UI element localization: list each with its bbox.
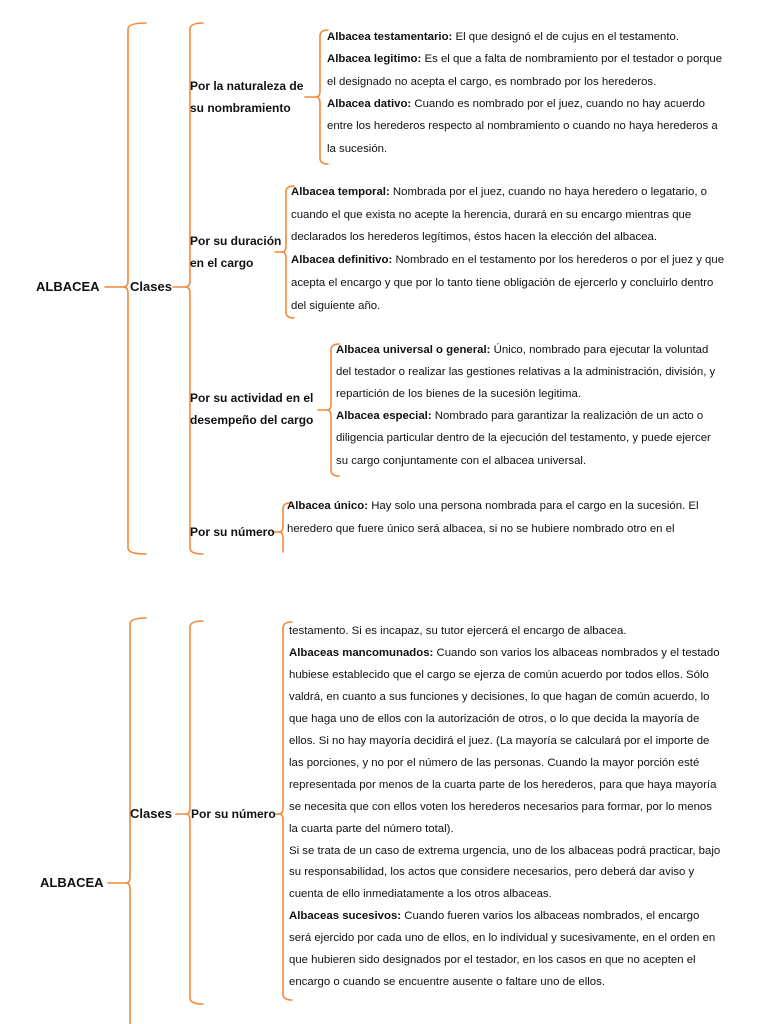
bracket-group-2 bbox=[282, 186, 294, 318]
group-label-numero bbox=[190, 521, 275, 543]
group-label-line: Por su actividad en el bbox=[190, 391, 314, 405]
definition-text: Nombrado en el testamento por los herederos o por el juez y que bbox=[395, 254, 725, 267]
definition-text: acepta el encargo y que por lo tanto tiene obligación de ejercerlo y concluirlo dentro bbox=[291, 276, 714, 289]
text-line bbox=[289, 954, 696, 966]
term-heading: Albacea temporal: bbox=[291, 186, 393, 198]
group-label-line: su nombramiento bbox=[190, 101, 291, 115]
text-line bbox=[289, 910, 699, 922]
text-line bbox=[336, 344, 708, 356]
text-line bbox=[291, 231, 657, 243]
text-line bbox=[289, 757, 699, 769]
text-line bbox=[291, 254, 724, 266]
definition-text: del siguiente año. bbox=[291, 299, 381, 312]
definition-text: diligencia particular dentro de la ejecución del testamento, y puede ejercer bbox=[336, 432, 711, 445]
text-line bbox=[287, 523, 675, 535]
definition-text: hubiese establecido que el cargo se ejerza de común acuerdo por todos ellos. Sólo bbox=[289, 668, 709, 681]
text-line bbox=[287, 500, 699, 512]
definition-text: Cuando es nombrado por el juez, cuando no hay acuerdo bbox=[414, 97, 706, 110]
definition-text: del testador o realizar las gestiones relativas a la administración, división, y bbox=[336, 366, 716, 379]
definition-text: declarados los herederos legítimos, éstos hacen la elección del albacea. bbox=[291, 231, 657, 244]
text-line bbox=[289, 932, 715, 944]
definition-text: encargo o cuando se encuentre ausente o faltare uno de ellos. bbox=[289, 976, 606, 989]
text-line bbox=[291, 300, 380, 312]
definition-text: la cuarta parte del número total). bbox=[289, 822, 454, 835]
definition-text: que haga uno de ellos con la autorización de otros, o lo que decida la mayoría de bbox=[289, 712, 700, 725]
term-heading: Albacea único: bbox=[287, 500, 372, 512]
text-line bbox=[289, 647, 720, 659]
text-line bbox=[291, 277, 713, 289]
definition-text: su responsabilidad, los actos que considere necesarios, pero deberá dar aviso y bbox=[289, 866, 695, 879]
text-line bbox=[327, 98, 705, 110]
definition-text: las porciones, y no por el número de las personas. Cuando la mayor porción esté bbox=[289, 756, 700, 769]
group-label-line: Por su duración bbox=[190, 234, 282, 248]
text-line bbox=[327, 53, 722, 65]
text-line bbox=[291, 209, 691, 221]
definition-text: representada por menos de la cuarta parte de los herederos, para que haya mayoría bbox=[289, 778, 717, 791]
text-line bbox=[336, 366, 715, 378]
text-line bbox=[336, 455, 586, 467]
definition-text: su cargo conjuntamente con el albacea universal. bbox=[336, 454, 587, 467]
clases-label-2: Clases bbox=[130, 806, 172, 821]
definition-text: cuando el que exista no acepte la herencia, durará en su encargo mientras que bbox=[291, 208, 692, 221]
text-line bbox=[336, 432, 711, 444]
group-label-duracion bbox=[190, 230, 281, 274]
group-label-line: desempeño del cargo bbox=[190, 413, 314, 427]
group-label-line: en el cargo bbox=[190, 256, 254, 270]
definition-text: Cuando fueren varios los albaceas nombrados, el encargo bbox=[404, 910, 700, 923]
definition-text: Único, nombrado para ejecutar la voluntad bbox=[493, 344, 709, 356]
text-line bbox=[289, 625, 627, 637]
definition-text: Nombrada por el juez, cuando no haya heredero o legatario, o bbox=[392, 186, 708, 198]
text-line bbox=[289, 845, 720, 857]
clases-label: Clases bbox=[130, 279, 172, 294]
definition-text: entre los herederos respecto al nombramiento o cuando no haya herederos a bbox=[327, 120, 718, 133]
group-label-numero-2: Por su número bbox=[191, 807, 276, 821]
definition-text: Cuando son varios los albaceas nombrados y el testado bbox=[436, 646, 720, 659]
definition-text: Hay solo una persona nombrada para el cargo en la sucesión. El bbox=[371, 500, 699, 512]
definition-text: Si se trata de un caso de extrema urgencia, uno de los albaceas podrá practicar, bajo bbox=[289, 844, 721, 857]
text-line bbox=[327, 120, 718, 132]
term-heading: Albacea universal o general: bbox=[336, 344, 494, 356]
group-label-actividad bbox=[190, 387, 313, 431]
definition-text: será ejercido por cada uno de ellos, en lo individual y sucesivamente, en el orden en bbox=[289, 932, 716, 945]
definition-text: heredero que fuere único será albacea, si no se hubiere nombrado otro en el bbox=[287, 522, 675, 535]
text-line bbox=[327, 76, 656, 88]
definition-text: el designado no acepta el cargo, es nombrado por los herederos. bbox=[327, 75, 657, 88]
text-line bbox=[289, 888, 552, 900]
definition-text: valdrá, en cuanto a sus funciones y decisiones, lo que hagan de común acuerdo, lo bbox=[289, 690, 710, 703]
term-heading: Albaceas mancomunados: bbox=[289, 646, 437, 659]
definition-text: la sucesión. bbox=[327, 142, 388, 155]
text-line bbox=[289, 801, 712, 813]
group-label-naturaleza bbox=[190, 75, 303, 119]
text-line bbox=[289, 823, 454, 835]
definition-text: se necesita que con ellos voten los herederos necesarios para formar, por lo menos bbox=[289, 800, 712, 813]
definition-text: que hubieren sido designados por el testador, en los casos en que no acepten el bbox=[289, 954, 696, 967]
definition-text: testamento. Si es incapaz, su tutor ejercerá el encargo de albacea. bbox=[289, 625, 627, 637]
text-line bbox=[289, 669, 709, 681]
group-label-line: Por su número bbox=[190, 525, 275, 539]
definition-text: ellos. Si no hay mayoría decidirá el juez. (La mayoría se calculará por el importe de bbox=[289, 734, 710, 747]
text-line bbox=[289, 691, 709, 703]
text-line bbox=[291, 186, 707, 198]
definition-text: Nombrado para garantizar la realización de un acto o bbox=[434, 410, 704, 423]
text-line bbox=[336, 388, 581, 400]
root-label-2: ALBACEA bbox=[40, 875, 104, 890]
text-line bbox=[289, 779, 716, 791]
definition-text: cuenta de ello inmediatamente a los otros albaceas. bbox=[289, 888, 552, 901]
text-line bbox=[289, 713, 699, 725]
text-line bbox=[327, 31, 679, 43]
definition-text: Es el que a falta de nombramiento por el testador o porque bbox=[424, 53, 723, 66]
definition-text: El que designó el de cujus en el testamento. bbox=[455, 31, 680, 43]
text-line bbox=[289, 976, 605, 988]
term-heading: Albacea dativo: bbox=[327, 97, 415, 110]
text-line bbox=[289, 866, 694, 878]
term-heading: Albacea testamentario: bbox=[327, 31, 456, 43]
term-heading: Albacea definitivo: bbox=[291, 254, 396, 267]
text-line bbox=[336, 410, 703, 422]
term-heading: Albaceas sucesivos: bbox=[289, 910, 405, 923]
text-line bbox=[289, 735, 709, 747]
bracket-clases-2 bbox=[126, 618, 146, 1024]
term-heading: Albacea legitimo: bbox=[327, 53, 425, 66]
group-label-line: Por la naturaleza de bbox=[190, 79, 304, 93]
term-heading: Albacea especial: bbox=[336, 410, 435, 423]
root-label: ALBACEA bbox=[36, 279, 100, 294]
definition-text: repartición de los bienes de la sucesión legitima. bbox=[336, 388, 582, 401]
text-line bbox=[327, 143, 387, 155]
